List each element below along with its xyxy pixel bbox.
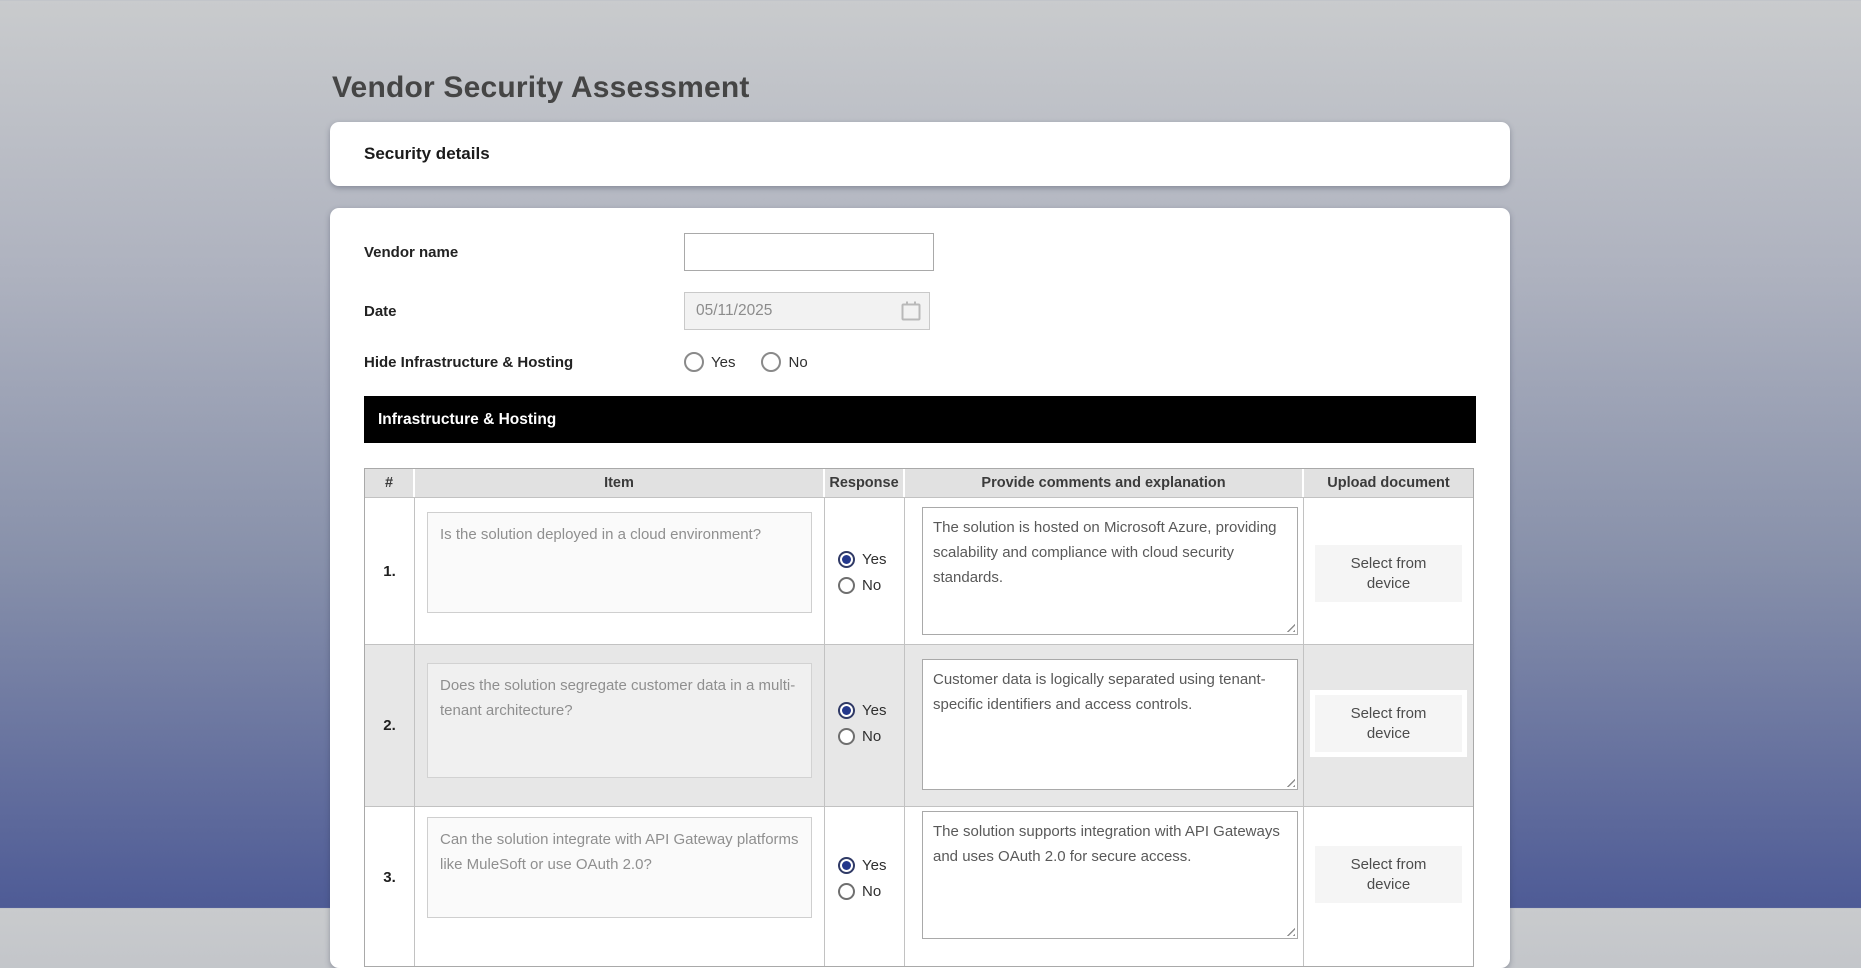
response-yes-option[interactable] [838, 857, 904, 874]
comment-text: The solution is hosted on Microsoft Azure, providing scalability and compliance with cloud security standards. [933, 519, 1277, 586]
comment-text: Customer data is logically separated using tenant-specific identifiers and access controls. [933, 671, 1266, 713]
column-header-upload: Upload document [1327, 475, 1450, 491]
response-radio-group [825, 645, 905, 806]
column-header-item: Item [415, 469, 825, 497]
table-header-row [365, 469, 1473, 497]
column-header-response: Response [825, 469, 905, 497]
comments-textarea[interactable] [922, 659, 1298, 790]
radio-unselected-icon[interactable] [761, 352, 781, 372]
table-row [365, 644, 1473, 806]
radio-unselected-icon[interactable] [838, 728, 855, 745]
date-label: Date [364, 302, 397, 320]
vendor-name-row [364, 233, 1476, 271]
assessment-card [330, 208, 1510, 968]
section-header-infrastructure-hosting [364, 396, 1476, 443]
response-no-option[interactable] [838, 577, 904, 594]
item-question-textarea[interactable]: Is the solution deployed in a cloud environment? [427, 512, 812, 613]
comments-textarea[interactable] [922, 507, 1298, 635]
radio-selected-icon[interactable] [838, 702, 855, 719]
resize-handle-icon[interactable] [1284, 776, 1295, 787]
yes-option-label: Yes [862, 551, 887, 568]
select-from-device-button[interactable]: Select from device [1315, 846, 1462, 903]
table-row [365, 497, 1473, 644]
no-option-label: No [862, 883, 882, 900]
comment-text: The solution supports integration with API Gateways and uses OAuth 2.0 for secure access. [933, 823, 1280, 865]
hide-section-radio-group [684, 352, 808, 372]
row-number: 3. [365, 807, 415, 966]
resize-handle-icon[interactable] [1284, 925, 1295, 936]
radio-unselected-icon[interactable] [838, 577, 855, 594]
response-yes-option[interactable] [838, 702, 904, 719]
hide-section-row [364, 351, 1476, 373]
no-option-label: No [862, 577, 882, 594]
radio-unselected-icon[interactable] [838, 883, 855, 900]
page-title: Vendor Security Assessment [332, 71, 750, 104]
row-number: 2. [365, 645, 415, 806]
form-page [330, 0, 1510, 968]
response-radio-group [825, 498, 905, 644]
questions-table [364, 468, 1474, 967]
response-no-option[interactable] [838, 883, 904, 900]
yes-option-label: Yes [711, 353, 736, 371]
calendar-icon[interactable] [899, 299, 923, 323]
yes-option-label: Yes [862, 857, 887, 874]
response-yes-option[interactable] [838, 551, 904, 568]
select-from-device-button[interactable]: Select from device [1315, 545, 1462, 602]
radio-unselected-icon[interactable] [684, 352, 704, 372]
hide-section-label: Hide Infrastructure & Hosting [364, 353, 574, 371]
vendor-name-label: Vendor name [364, 243, 459, 261]
security-details-card [330, 122, 1510, 186]
column-header-number: # [365, 469, 415, 497]
no-option-label: No [862, 728, 882, 745]
vendor-name-input[interactable] [684, 233, 934, 271]
comments-textarea[interactable] [922, 811, 1298, 939]
radio-selected-icon[interactable] [838, 551, 855, 568]
response-radio-group [825, 807, 905, 966]
table-row [365, 806, 1473, 966]
date-input[interactable] [684, 292, 930, 330]
select-from-device-button[interactable]: Select from device [1315, 695, 1462, 752]
response-no-option[interactable] [838, 728, 904, 745]
hide-section-yes-option[interactable] [684, 352, 735, 372]
item-question-textarea[interactable]: Can the solution integrate with API Gateway platforms like MuleSoft or use OAuth 2.0? [427, 817, 812, 918]
date-row [364, 292, 1476, 330]
resize-handle-icon[interactable] [1284, 621, 1295, 632]
no-option-label: No [788, 353, 808, 371]
section-header-title: Infrastructure & Hosting [378, 410, 557, 428]
hide-section-no-option[interactable] [761, 352, 807, 372]
date-field [684, 292, 930, 330]
security-details-title: Security details [364, 144, 490, 163]
item-question-textarea[interactable]: Does the solution segregate customer data in a multi-tenant architecture? [427, 663, 812, 778]
column-header-comments: Provide comments and explanation [905, 469, 1304, 497]
radio-selected-icon[interactable] [838, 857, 855, 874]
yes-option-label: Yes [862, 702, 887, 719]
row-number: 1. [365, 498, 415, 644]
